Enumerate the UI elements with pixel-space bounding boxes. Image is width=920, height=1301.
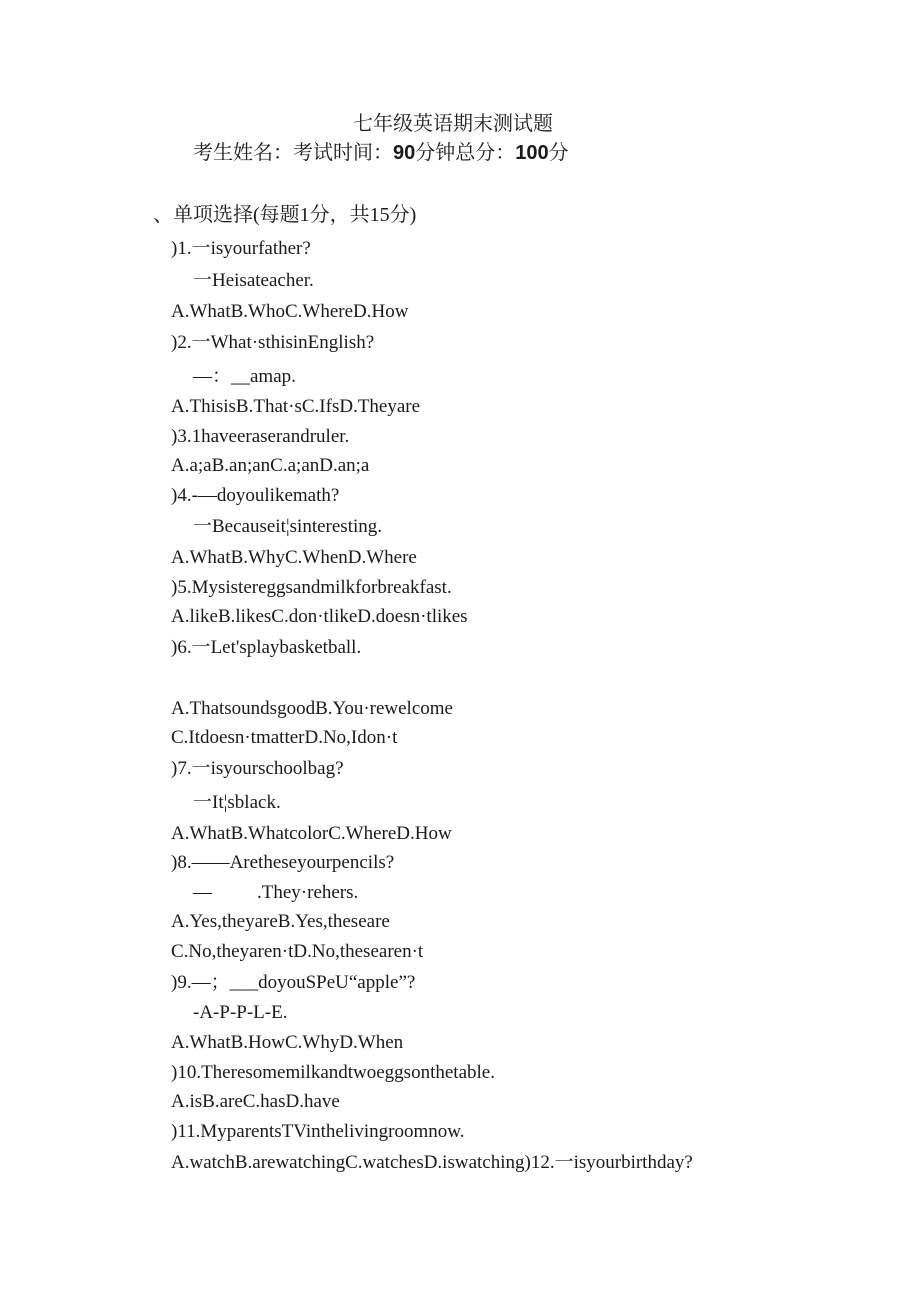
question-2: )2.一What·sthisinEnglish? [171,332,375,353]
question-8-answer-dash: — [193,882,212,903]
question-8-options-a: A.Yes,theyareB.Yes,theseare [171,911,390,932]
exam-info-label: 考生姓名：考试时间： [193,142,393,164]
question-5-options: A.likeB.likesC.don·tlikeD.doesn·tlikes [171,606,468,627]
question-8-answer: .They·rehers. [257,882,359,903]
question-3: )3.1haveeraserandruler. [171,426,350,447]
question-9-answer: -A-P-P-L-E. [193,1002,288,1023]
question-7: )7.一isyourschoolbag? [171,758,344,779]
exam-score: 100 [515,142,549,164]
question-6: )6.一Let'splaybasketball. [171,637,362,658]
exam-info [193,142,569,164]
question-1: )1.一isyourfather? [171,238,311,259]
question-5: )5.Mysistereggsandmilkforbreakfast. [171,577,452,598]
question-9: )9.—；___doyouSPeU“apple”? [171,972,416,993]
question-3-options: A.a;aB.an;anC.a;anD.an;a [171,455,370,476]
question-8: )8.——Aretheseyourpencils? [171,852,395,873]
question-10-options: A.isB.areC.hasD.have [171,1091,340,1112]
question-6-options-b: C.Itdoesn·tmatterD.No,Idon·t [171,727,398,748]
question-11: )11.MyparentsTVinthelivingroomnow. [171,1121,465,1142]
question-10: )10.Theresomemilkandtwoeggsonthetable. [171,1062,495,1083]
question-7-options: A.WhatB.WhatcolorC.WhereD.How [171,823,452,844]
question-7-answer: 一It¦sblack. [193,792,281,813]
question-4-options: A.WhatB.WhyC.WhenD.Where [171,547,417,568]
question-4: )4.-—doyoulikemath? [171,485,340,506]
question-2-answer: —：__amap. [193,366,296,387]
question-1-answer: 一Heisateacher. [193,270,314,291]
question-2-options: A.ThisisB.That·sC.IfsD.Theyare [171,396,421,417]
question-11-options: A.watchB.arewatchingC.watchesD.iswatching)12.一isyourbirthday? [171,1152,693,1173]
question-8-options-b: C.No,theyaren·tD.No,thesearen·t [171,941,424,962]
question-4-answer: 一Becauseit¦sinteresting. [193,516,383,537]
question-6-options-a: A.ThatsoundsgoodB.You·rewelcome [171,698,453,719]
question-1-options: A.WhatB.WhoC.WhereD.How [171,301,409,322]
exam-info-mid: 分钟总分： [415,142,516,164]
section-heading: 、单项选择(每题1分，共15分) [153,204,417,226]
exam-info-end: 分 [548,142,569,164]
question-9-options: A.WhatB.HowC.WhyD.When [171,1032,404,1053]
page-title: 七年级英语期末测试题 [353,113,553,135]
exam-time: 90 [393,142,416,164]
